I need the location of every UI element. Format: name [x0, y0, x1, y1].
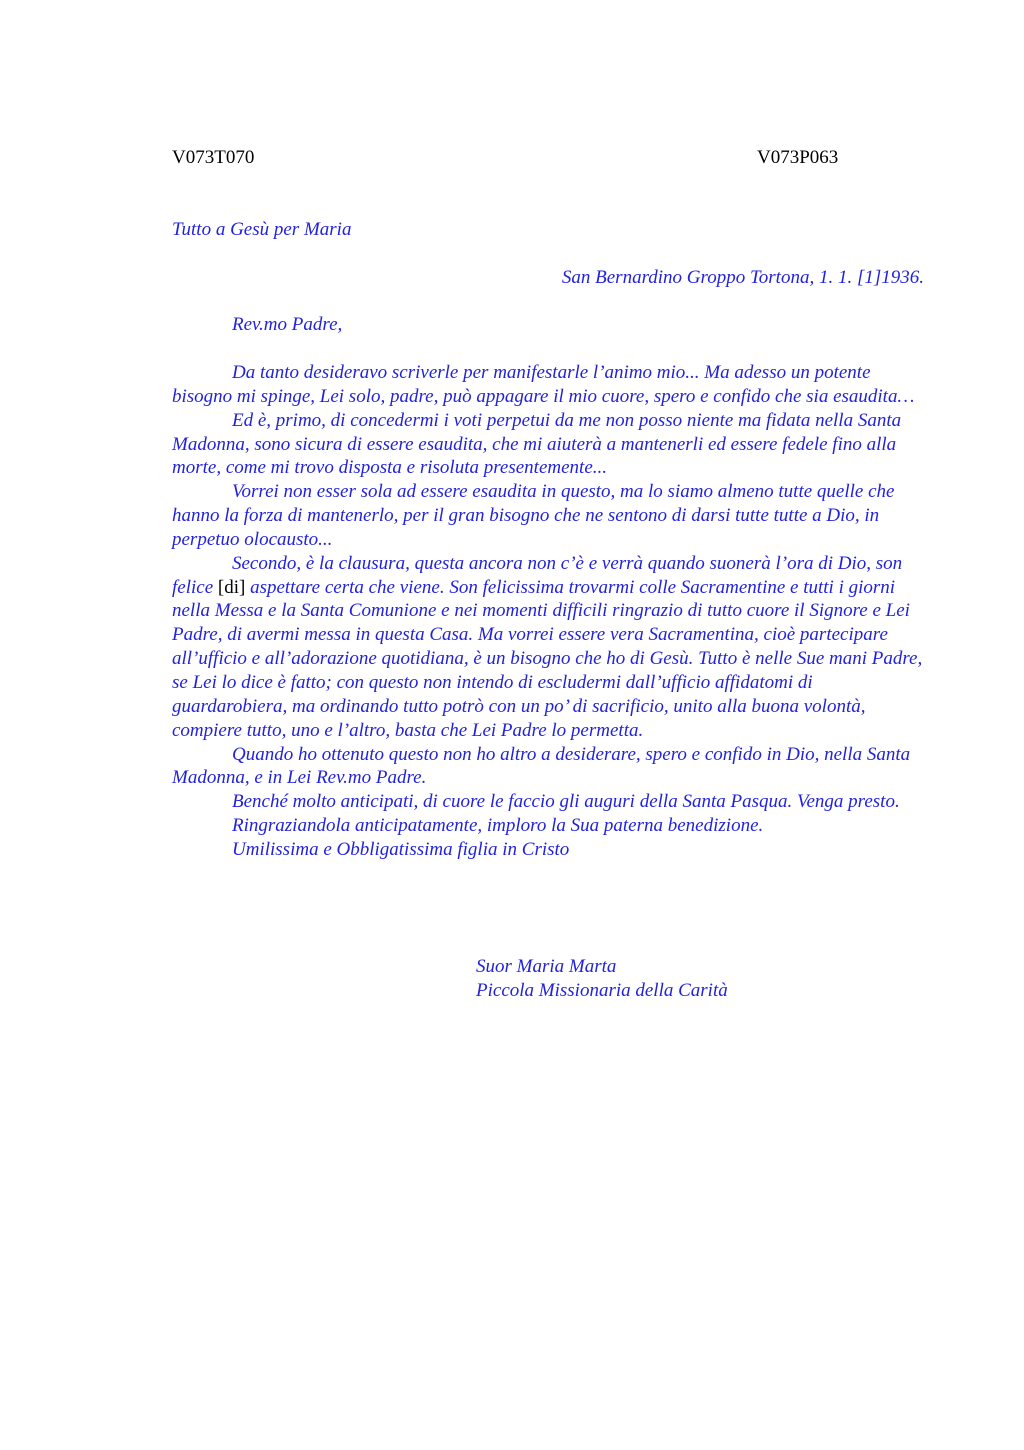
paragraph-3: Vorrei non esser sola ad essere esaudita in questo, ma lo siamo almeno tutte quelle che hanno la forza di mantenerlo, per il gran bisogno che ne sentono di darsi tutte tutte a Dio, in perpetuo olocausto... — [172, 481, 895, 550]
letter-place-date: San Bernardino Groppo Tortona, 1. 1. [1]1936. — [561, 267, 924, 288]
editorial-insertion: [di] — [217, 576, 246, 598]
signature-block — [476, 955, 728, 1003]
paragraph-2: Ed è, primo, di concedermi i voti perpetui da me non posso niente ma fidata nella Santa Madonna, sono sicura di essere esaudita, che mi aiuterà a mantenerli ed essere fedele fino alla morte, come mi trovo disposta e risoluta presentemente... — [172, 409, 902, 479]
archive-code-left: V073T070 — [172, 147, 255, 168]
letter-body — [172, 361, 926, 862]
paragraph-1: Da tanto desideravo scriverle per manifestarle l’animo mio... Ma adesso un potente bisogno mi spinge, Lei solo, padre, può appagare il mio cuore, spero e confido che sia esaudita… — [172, 362, 915, 407]
paragraph-6: Benché molto anticipati, di cuore le faccio gli auguri della Santa Pasqua. Venga presto. — [232, 791, 900, 813]
signature-name: Suor Maria Marta — [476, 956, 617, 977]
letter-motto: Tutto a Gesù per Maria — [172, 219, 352, 240]
paragraph-8: Umilissima e Obbligatissima figlia in Cristo — [232, 838, 570, 860]
paragraph-5: Quando ho ottenuto questo non ho altro a desiderare, spero e confido in Dio, nella Santa Madonna, e in Lei Rev.mo Padre. — [172, 743, 911, 789]
letter-salutation: Rev.mo Padre, — [232, 314, 343, 335]
archive-code-right: V073P063 — [757, 147, 839, 168]
paragraph-4-part-a: Secondo, è la clausura, questa ancora non c’è e verrà quando suonerà l’ora di Dio, son felice — [172, 552, 903, 598]
signature-title: Piccola Missionaria della Carità — [476, 980, 728, 1001]
paragraph-4 — [172, 552, 926, 743]
paragraph-4-part-b: aspettare certa che viene. Son felicissima trovarmi colle Sacramentine e tutti i giorni nella Messa e la Santa Comunione e nei momenti difficili ringrazio di tutto cuore il Signore e Lei Padre, di avermi messa in questa Casa. Ma vorrei essere vera Sacramentina, cioè partecipare all’ufficio e all’adorazione quotidiana, è un bisogno che ho di Gesù. Tutto è nelle Sue mani Padre, se Lei lo dice è fatto; con questo non intendo di escludermi dall’ufficio affidatomi di guardarobiera, ma ordinando tutto potrò con un po’ di sacrificio, unito alla buona volontà, compiere tutto, uno e l’altro, basta che Lei Padre lo permetta. — [172, 576, 923, 741]
paragraph-7: Ringraziandola anticipatamente, imploro la Sua paterna benedizione. — [232, 815, 764, 837]
